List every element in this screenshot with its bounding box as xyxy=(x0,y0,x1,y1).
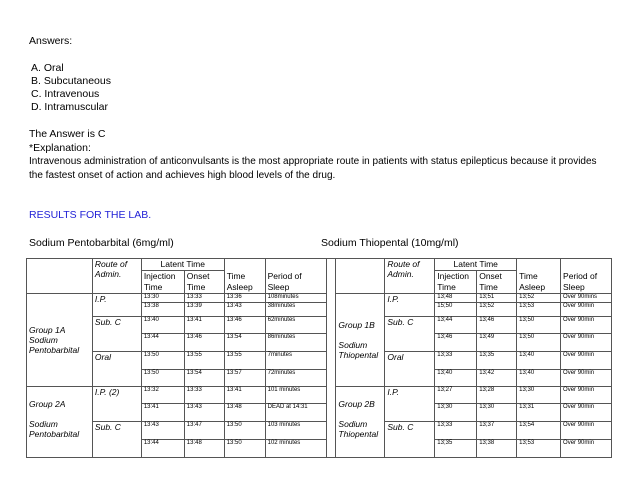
table-cell: 13:50 xyxy=(141,352,184,370)
table-cell: 13:47 xyxy=(184,422,224,440)
table-cell: 13:30 xyxy=(141,294,184,303)
table-cell: 13:41 xyxy=(141,404,184,422)
table-cell: 13;27 xyxy=(435,387,477,404)
right-route-header: Route of Admin. xyxy=(385,259,435,294)
table-cell: 13;30 xyxy=(477,404,517,422)
table-cell: 13;42 xyxy=(477,370,517,387)
group-1b-name: Group 1B xyxy=(338,320,375,330)
table-cell: 13;33 xyxy=(435,352,477,370)
table-cell: 13:55 xyxy=(224,352,265,370)
left-caption: Sodium Pentobarbital (6mg/ml) xyxy=(29,237,174,249)
option-a: A. Oral xyxy=(31,62,64,74)
left-latent-header: Latent Time xyxy=(141,259,224,271)
table-cell: 13;40 xyxy=(517,370,561,387)
right-onset-header: Onset Time xyxy=(477,271,517,294)
table-cell: 13;54 xyxy=(517,422,561,440)
right-route-ip: I.P. xyxy=(385,387,435,422)
table-cell: 13;46 xyxy=(435,334,477,352)
left-route-header: Route of Admin. xyxy=(92,259,141,294)
table-cell: 13:44 xyxy=(141,334,184,352)
group-2a-cell xyxy=(27,387,93,458)
table-cell: 13;28 xyxy=(477,387,517,404)
table-cell: 13:46 xyxy=(184,334,224,352)
right-route-ip: I.P. xyxy=(385,294,435,317)
table-cell: 13;52 xyxy=(517,294,561,303)
table-cell: Over 90min xyxy=(561,387,612,404)
table-cell: 13:54 xyxy=(184,370,224,387)
answer-text: The Answer is C xyxy=(29,128,106,140)
table-cell: 13:39 xyxy=(184,303,224,317)
group-2b-name: Group 2B xyxy=(338,399,375,409)
right-latent-header: Latent Time xyxy=(435,259,517,271)
left-header-blank xyxy=(27,259,93,294)
right-injection-header: Injection Time xyxy=(435,271,477,294)
table-cell: 13:43 xyxy=(224,303,265,317)
table-cell: 13;37 xyxy=(477,422,517,440)
table-cell: 13:48 xyxy=(184,440,224,458)
table-cell: 102 minutes xyxy=(265,440,327,458)
table-cell: 108minutes xyxy=(265,294,327,303)
answers-heading: Answers: xyxy=(29,35,73,47)
table-gap xyxy=(327,259,336,458)
right-period-header: Period of Sleep xyxy=(561,259,612,294)
table-cell: 38minutes xyxy=(265,303,327,317)
table-cell: 62minutes xyxy=(265,317,327,334)
table-cell: Over 90min xyxy=(561,370,612,387)
table-cell: 13:44 xyxy=(141,440,184,458)
option-c: C. Intravenous xyxy=(31,88,100,100)
table-cell: 13;53 xyxy=(517,440,561,458)
table-cell: 103 minutes xyxy=(265,422,327,440)
group-1a-drug: Sodium Pentobarbital xyxy=(29,335,80,355)
left-route-oral: Oral xyxy=(92,352,141,387)
table-cell: 13:40 xyxy=(141,317,184,334)
table-cell: 13;53 xyxy=(517,303,561,317)
left-route-ip: I.P. xyxy=(92,294,141,317)
table-cell: 13;40 xyxy=(517,352,561,370)
option-b: B. Subcutaneous xyxy=(31,75,111,87)
table-cell: 13;51 xyxy=(477,294,517,303)
results-title: RESULTS FOR THE LAB. xyxy=(29,209,152,221)
table-cell: 13:43 xyxy=(141,422,184,440)
explanation-label: *Explanation: xyxy=(29,142,91,154)
table-cell: 13:32 xyxy=(141,387,184,404)
left-onset-header: Onset Time xyxy=(184,271,224,294)
table-cell: 13;30 xyxy=(435,404,477,422)
table-cell: 13:57 xyxy=(224,370,265,387)
table-cell: 13;52 xyxy=(477,303,517,317)
table-cell: 13:36 xyxy=(224,294,265,303)
group-2b-drug: Sodium Thiopental xyxy=(338,419,379,439)
option-d: D. Intramuscular xyxy=(31,101,109,113)
table-cell: 13:54 xyxy=(224,334,265,352)
table-cell: 72minutes xyxy=(265,370,327,387)
table-cell: Over 90min xyxy=(561,422,612,440)
left-injection-header: Injection Time xyxy=(141,271,184,294)
table-cell: 13;44 xyxy=(435,317,477,334)
table-cell: 13;33 xyxy=(435,422,477,440)
table-cell: 13:41 xyxy=(184,317,224,334)
table-cell: 13;35 xyxy=(477,352,517,370)
table-cell: 101 minutes xyxy=(265,387,327,404)
table-cell: Over 90mins xyxy=(561,294,612,303)
right-route-subc: Sub. C xyxy=(385,317,435,352)
table-cell: 13:41 xyxy=(224,387,265,404)
table-cell: Over 90min xyxy=(561,334,612,352)
explanation-line-1: Intravenous administration of anticonvulsants is the most appropriate route in patients with status epilepticus because it provides xyxy=(29,156,597,167)
right-caption: Sodium Thiopental (10mg/ml) xyxy=(321,237,459,249)
group-2a-name: Group 2A xyxy=(29,399,66,409)
table-cell: 13:46 xyxy=(224,317,265,334)
table-cell: 13;38 xyxy=(477,440,517,458)
table-cell: 13:43 xyxy=(184,404,224,422)
left-route-subc-2: Sub. C xyxy=(92,422,141,458)
right-header-blank xyxy=(336,259,385,294)
table-cell: 13:50 xyxy=(224,422,265,440)
table-cell: Over 90min xyxy=(561,440,612,458)
table-cell: 13:48 xyxy=(224,404,265,422)
table-cell: 13:38 xyxy=(141,303,184,317)
explanation-line-2: the fastest onset of action and achieves high blood levels of the drug. xyxy=(29,170,336,181)
group-1b-drug: Sodium Thiopental xyxy=(338,340,379,360)
right-asleep-header: Time Asleep xyxy=(517,259,561,294)
group-1b-cell xyxy=(336,294,385,387)
table-cell: 13:50 xyxy=(224,440,265,458)
table-cell: 13:55 xyxy=(184,352,224,370)
table-cell: 13;40 xyxy=(435,370,477,387)
table-cell: Over 90min xyxy=(561,303,612,317)
table-cell: 13;49 xyxy=(477,334,517,352)
left-period-header: Period of Sleep xyxy=(265,259,327,294)
table-cell: Over 90min xyxy=(561,404,612,422)
group-2a-drug: Sodium Pentobarbital xyxy=(29,419,80,439)
table-cell: 86minutes xyxy=(265,334,327,352)
group-2b-cell xyxy=(336,387,385,458)
table-cell: 15;50 xyxy=(435,303,477,317)
table-cell: Over 90min xyxy=(561,317,612,334)
table-cell: 13;50 xyxy=(517,317,561,334)
results-table xyxy=(26,258,612,458)
table-cell: 13:33 xyxy=(184,387,224,404)
table-cell: Over 90min xyxy=(561,352,612,370)
table-cell: 13:50 xyxy=(141,370,184,387)
table-cell: 7minutes xyxy=(265,352,327,370)
table-cell: 13;31 xyxy=(517,404,561,422)
group-1a-name: Group 1A xyxy=(29,325,66,335)
table-cell: 13;48 xyxy=(435,294,477,303)
left-route-subc: Sub. C xyxy=(92,317,141,352)
left-asleep-header: Time Asleep xyxy=(224,259,265,294)
table-cell: 13;35 xyxy=(435,440,477,458)
table-cell: 13:33 xyxy=(184,294,224,303)
table-cell: 13;50 xyxy=(517,334,561,352)
table-cell: 13;30 xyxy=(517,387,561,404)
table-cell: 13;46 xyxy=(477,317,517,334)
right-route-oral: Oral xyxy=(385,352,435,387)
table-cell: DEAD at 14:31 xyxy=(265,404,327,422)
group-1a-cell xyxy=(27,294,93,387)
right-route-subc-2: Sub. C xyxy=(385,422,435,458)
left-route-ip-2: I.P. (2) xyxy=(92,387,141,422)
